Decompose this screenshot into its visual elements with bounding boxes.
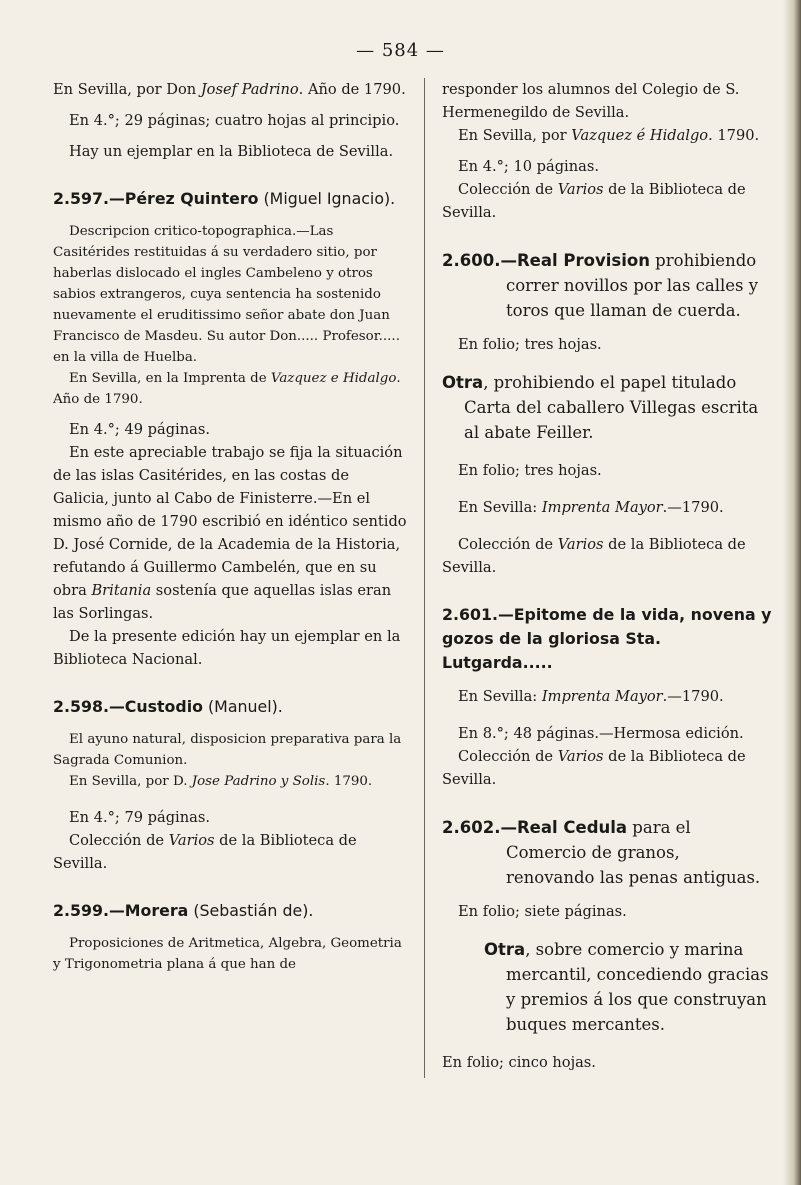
collection-text: Colección de: [69, 832, 169, 849]
right-column: [442, 78, 772, 1074]
imprint-text: En Sevilla, en la Imprenta de: [69, 371, 271, 386]
entry-2598-format: En 4.°; 79 páginas.: [69, 809, 210, 826]
entry-2597-note: [53, 441, 409, 625]
collection-text: Colección de: [458, 181, 558, 198]
entry-2601-heading: [442, 603, 772, 675]
printer-name: Vazquez e Hidalgo: [270, 371, 397, 386]
collection-library: de la Biblioteca de Sevilla.: [442, 536, 746, 576]
document-title: Epitome de la vida, novena y gozos de la gloriosa Sta. Lutgarda.....: [442, 605, 772, 672]
author-forenames: (Manuel).: [203, 697, 283, 716]
entry-2600-heading: [442, 248, 772, 323]
collection-name: Varios: [168, 832, 215, 849]
entry-number: 2.597.—: [53, 189, 125, 208]
document-title: prohibiendo correr novillos por las calles y toros que llaman de cuerda.: [506, 251, 759, 320]
imprint-date: . 1790.: [708, 127, 760, 144]
entry-number: 2.600.—: [442, 251, 517, 270]
entry-2597-title: Descripcion critico-topographica.—Las Casitérides restituidas á su verdadero sitio, por haberlas dislocado el ingles Cambeleno y otros sabios extrangeros, cuya sentencia ha sostenido nuevamente el eruditissimo señor abate don Juan Francisco de Masdeu. Su autor Don..... Profesor..... en la villa de Huelba.: [53, 224, 400, 365]
imprint-text: En Sevilla:: [458, 688, 542, 705]
intro-note: Hay un ejemplar en la Biblioteca de Sevilla.: [69, 143, 394, 160]
imprint-date: . Año de 1790.: [53, 371, 401, 407]
note-text-end: sostenía que aquellas islas eran las Sorlingas.: [53, 582, 392, 622]
column-divider: [424, 78, 425, 1078]
note-text: En este apreciable trabajo se fija la situación de las islas Casitérides, en las costas de Galicia, junto al Cabo de Finisterre.—En el mismo año de 1790 escribió en idéntico sentido D. José Cornide, de la Academia de la Historia, refutando á Guillermo Cambelén, que en su obra: [53, 444, 407, 599]
entry-2599-collection: [442, 178, 772, 224]
imprint-date: . Año de 1790.: [298, 81, 406, 98]
imprint-date: .—1790.: [662, 499, 724, 516]
collection-library: de la Biblioteca de Sevilla.: [442, 181, 746, 221]
author-surname: Morera: [124, 901, 189, 920]
author-forenames: (Miguel Ignacio).: [258, 189, 396, 208]
entry-2597-heading: [53, 187, 409, 211]
document-title: para el Comercio de granos, renovando las penas antiguas.: [506, 818, 761, 887]
collection-text: Colección de: [458, 748, 558, 765]
entry-2600-imprint: [442, 496, 772, 519]
page-number: — 584 —: [356, 40, 445, 61]
entry-2601-format: En 8.°; 48 páginas.—Hermosa edición.: [458, 725, 744, 742]
page-binding-edge: [783, 0, 801, 1185]
author-surname: Custodio: [124, 697, 203, 716]
entry-2600-other: [442, 370, 772, 445]
entry-2598-collection: [53, 829, 409, 875]
document-type: Real Provision: [516, 251, 650, 270]
printer-name: Vazquez é Hidalgo: [571, 127, 709, 144]
entry-2599-imprint: [442, 124, 772, 147]
collection-text: Colección de: [458, 536, 558, 553]
intro-imprint: [53, 78, 409, 101]
printer-name: Jose Padrino y Solis: [191, 774, 326, 789]
entry-2598-title: El ayuno natural, disposicion preparativa para la Sagrada Comunion.: [53, 732, 402, 768]
author-surname: Pérez Quintero: [124, 189, 259, 208]
printer-name: Josef Padrino: [200, 81, 299, 98]
collection-library: de la Biblioteca de Sevilla.: [442, 748, 746, 788]
entry-2602-heading: [442, 815, 772, 890]
entry-2602-other: [442, 937, 772, 1037]
entry-2599-format: En 4.°; 10 páginas.: [458, 158, 599, 175]
document-type: Real Cedula: [516, 818, 628, 837]
left-column: [53, 78, 409, 975]
document-title: , sobre comercio y marina mercantil, concediendo gracias y premios á los que construyan buques mercantes.: [506, 940, 769, 1034]
entry-number: 2.598.—: [53, 697, 125, 716]
entry-2599-title-continued: responder los alumnos del Colegio de S. Hermenegildo de Sevilla.: [442, 81, 740, 121]
document-type: Otra: [442, 373, 484, 392]
intro-format: En 4.°; 29 páginas; cuatro hojas al principio.: [69, 112, 400, 129]
entry-2600-collection: [442, 533, 772, 579]
collection-name: Varios: [557, 536, 604, 553]
imprint-text: En Sevilla:: [458, 499, 542, 516]
collection-name: Varios: [557, 181, 604, 198]
entry-2598-heading: [53, 695, 409, 719]
printer-name: Imprenta Mayor: [541, 688, 663, 705]
author-forenames: (Sebastián de).: [188, 901, 314, 920]
entry-2600-format: En folio; tres hojas.: [458, 336, 602, 353]
entry-2599-heading: [53, 899, 409, 923]
entry-2601-collection: [442, 745, 772, 791]
entry-2599-title: Proposiciones de Aritmetica, Algebra, Geometria y Trigonometria plana á que han de: [53, 936, 402, 972]
entry-2600-other-format: En folio; tres hojas.: [458, 462, 602, 479]
imprint-date: .—1790.: [662, 688, 724, 705]
work-title: Britania: [91, 582, 152, 599]
entry-2597-holding: De la presente edición hay un ejemplar en la Biblioteca Nacional.: [53, 628, 401, 668]
imprint-text: En Sevilla, por Don: [53, 81, 201, 98]
document-title: , prohibiendo el papel titulado Carta del caballero Villegas escrita al abate Feiller.: [464, 373, 759, 442]
collection-library: de la Biblioteca de Sevilla.: [53, 832, 357, 872]
imprint-text: En Sevilla, por D.: [69, 774, 192, 789]
entry-2597-imprint: [53, 368, 409, 410]
entry-2598-imprint: [53, 771, 409, 792]
entry-2597-format: En 4.°; 49 páginas.: [69, 421, 210, 438]
entry-number: 2.602.—: [442, 818, 517, 837]
collection-name: Varios: [557, 748, 604, 765]
imprint-date: . 1790.: [325, 774, 373, 789]
printer-name: Imprenta Mayor: [541, 499, 663, 516]
imprint-text: En Sevilla, por: [458, 127, 572, 144]
document-type: Otra: [484, 940, 526, 959]
entry-2602-other-format: En folio; cinco hojas.: [442, 1054, 596, 1071]
entry-2602-format: En folio; siete páginas.: [458, 903, 627, 920]
entry-2601-imprint: [442, 685, 772, 708]
entry-number: 2.599.—: [53, 901, 125, 920]
entry-number: 2.601.—: [442, 605, 514, 624]
